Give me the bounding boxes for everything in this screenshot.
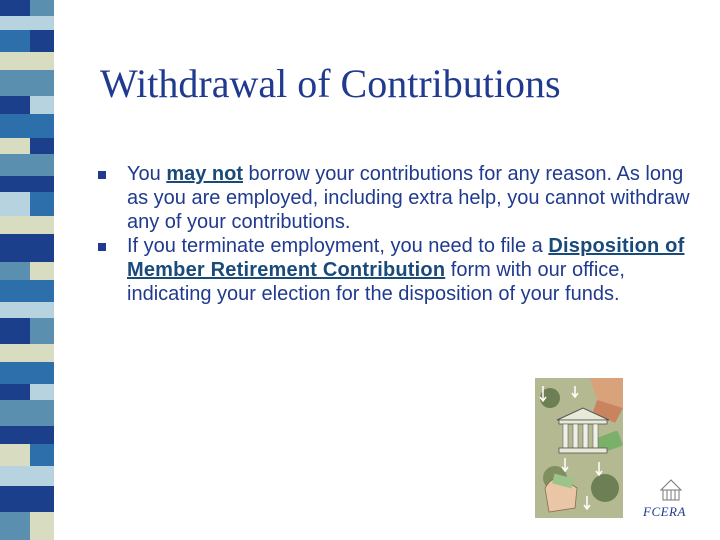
emphasis-may-not: may not xyxy=(166,163,243,185)
square-bullet-icon xyxy=(98,243,106,251)
money-clipart-icon xyxy=(535,378,623,518)
bullet-list xyxy=(98,162,704,306)
fcera-logo xyxy=(643,478,701,520)
square-bullet-icon xyxy=(98,171,106,179)
bullet-text-post: form with our office, indicating your election for the disposition of your funds. xyxy=(127,259,625,305)
slide-title: Withdrawal of Contributions xyxy=(100,61,561,106)
decorative-left-stripe xyxy=(0,0,54,540)
bullet-item-terminate xyxy=(98,234,704,306)
bullet-item-borrow xyxy=(98,162,704,234)
bullet-text-post: borrow your contributions for any reason. As long as you are employed, including extra help, you cannot withdraw any of your contributions. xyxy=(127,163,690,233)
bullet-text-pre: You xyxy=(127,163,167,185)
emphasis-form-name: Disposition of Member Retirement Contribution xyxy=(127,235,685,281)
bullet-text-pre: If you terminate employment, you need to file a xyxy=(127,235,549,257)
logo-text: FCERA xyxy=(643,504,686,519)
